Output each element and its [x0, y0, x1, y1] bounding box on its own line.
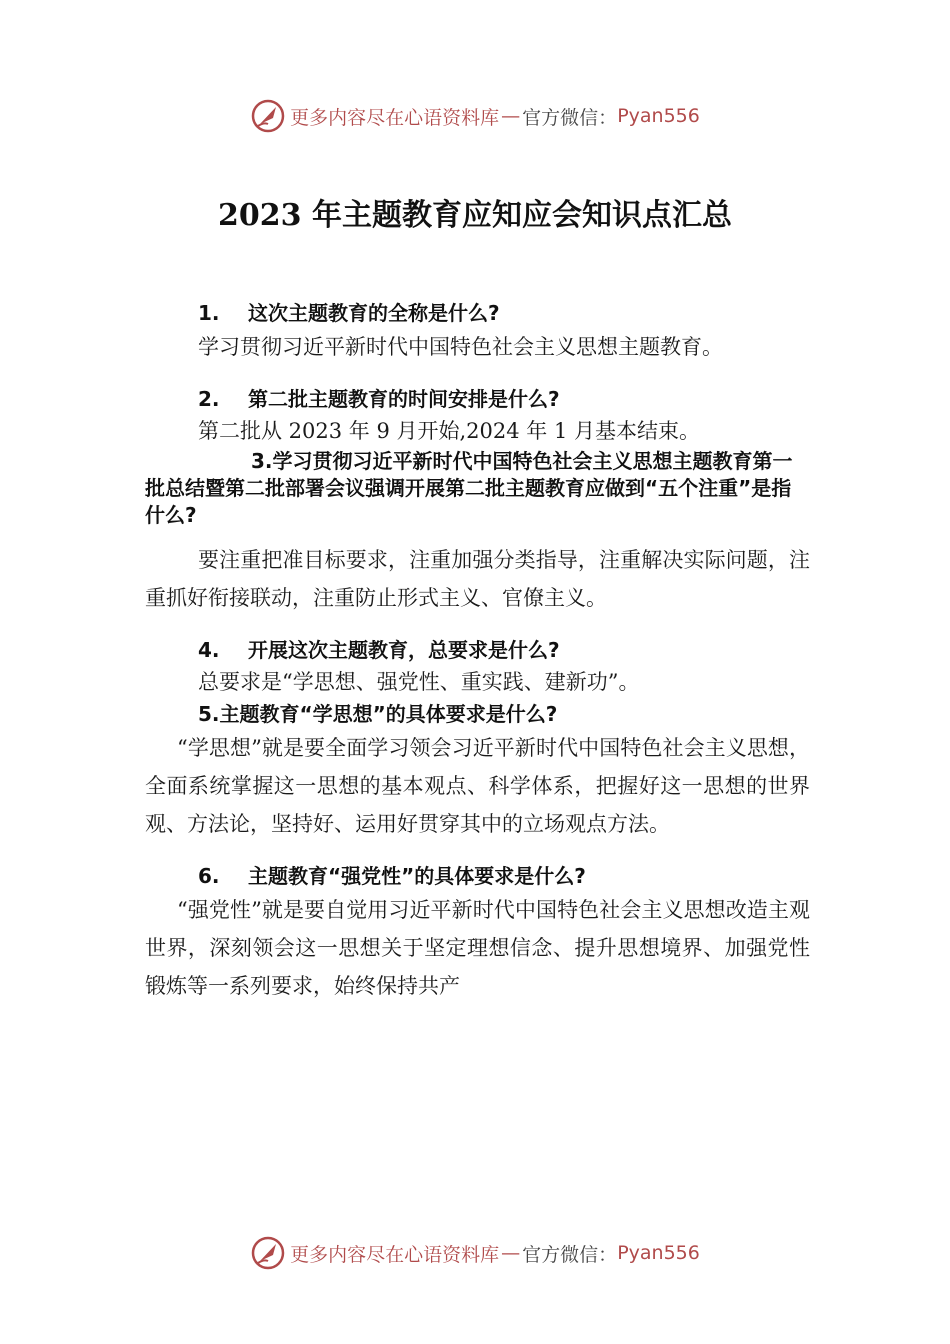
question-6 [145, 861, 810, 891]
footer-banner [0, 1233, 950, 1273]
question-number: 5. [198, 702, 220, 726]
question-text: 学习贯彻习近平新时代中国特色社会主义思想主题教育第一批总结暨第二批部署会议强调开展第二批主题教育应做到“五个注重”是指什么? [145, 449, 793, 527]
question-4 [145, 635, 810, 665]
answer-4: 总要求是“学思想、强党性、重实践、建新功”。 [198, 670, 640, 694]
question-text: 这次主题教育的全称是什么? [248, 301, 500, 325]
header-banner [0, 96, 950, 136]
answer-2: 第二批从 2023 年 9 月开始,2024 年 1 月基本结束。 [198, 419, 701, 443]
banner-wechat-label: 官方微信： [522, 106, 618, 129]
question-2 [145, 384, 810, 414]
answer-1: 学习贯彻习近平新时代中国特色社会主义思想主题教育。 [198, 335, 723, 359]
question-3 [145, 448, 810, 529]
question-text: 主题教育“强党性”的具体要求是什么? [248, 864, 586, 888]
banner-separator: — [501, 1242, 521, 1264]
banner-wechat-label: 官方微信： [522, 1243, 618, 1266]
question-1 [145, 298, 810, 328]
banner-text: 更多内容尽在心语资料库 [290, 1243, 500, 1266]
answer-3: 要注重把准目标要求，注重加强分类指导，注重解决实际问题，注重抓好衔接联动，注重防止形式主义、官僚主义。 [145, 548, 810, 610]
banner-wechat-id: Pyan556 [617, 105, 700, 127]
answer-6: “强党性”就是要自觉用习近平新时代中国特色社会主义思想改造主观世界，深刻领会这一思想关于坚定理想信念、提升思想境界、加强党性锻炼等一系列要求，始终保持共产 [145, 898, 810, 998]
question-text: 开展这次主题教育，总要求是什么? [248, 638, 560, 662]
quill-logo-icon [250, 1235, 286, 1271]
question-text: 主题教育“学思想”的具体要求是什么? [219, 702, 558, 726]
question-5 [145, 699, 810, 729]
question-number: 3. [251, 449, 273, 473]
banner-wechat-id: Pyan556 [617, 1242, 700, 1264]
question-number: 1. [198, 301, 220, 325]
page-title: 2023 年主题教育应知应会知识点汇总 [218, 198, 732, 233]
answer-5: “学思想”就是要全面学习领会习近平新时代中国特色社会主义思想，全面系统掌握这一思想的基本观点、科学体系，把握好这一思想的世界观、方法论，坚持好、运用好贯穿其中的立场观点方法。 [145, 736, 810, 836]
question-number: 6. [198, 864, 220, 888]
question-number: 2. [198, 387, 220, 411]
banner-separator: — [501, 105, 521, 127]
qa-list [145, 298, 810, 1005]
quill-logo-icon [250, 98, 286, 134]
question-text: 第二批主题教育的时间安排是什么? [248, 387, 560, 411]
question-number: 4. [198, 638, 220, 662]
banner-text: 更多内容尽在心语资料库 [290, 106, 500, 129]
